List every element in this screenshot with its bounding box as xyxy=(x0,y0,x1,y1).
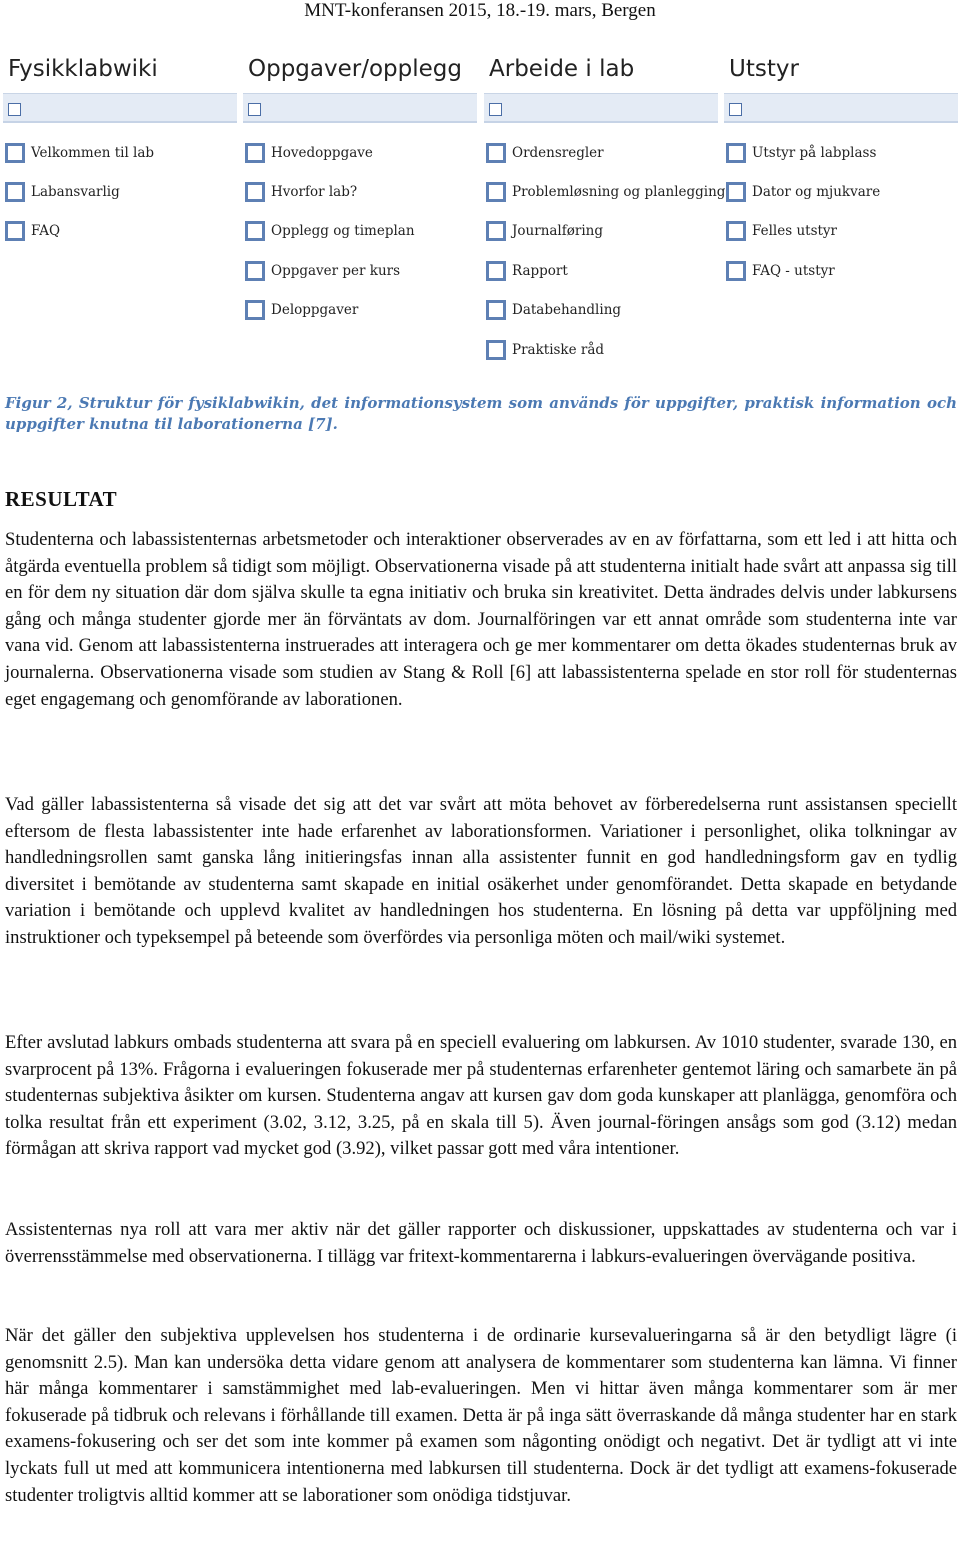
column-title: Fysikklabwiki xyxy=(8,56,158,82)
checkbox-icon xyxy=(486,300,506,320)
checkbox-icon xyxy=(486,143,506,163)
body-paragraph: Assistenternas nya roll att vara mer aktiv när det gäller rapporter och diskussioner, uppskattades av studenterna och var i överrensstämmelse med observationerna. I tillägg var fritext-kommentarerna i labkurs-evalueringen övervägande positiva. xyxy=(5,1219,957,1267)
checkbox-icon xyxy=(5,182,25,202)
section-heading: RESULTAT xyxy=(5,487,118,511)
column-title: Oppgaver/opplegg xyxy=(248,56,462,82)
checkbox-icon xyxy=(5,221,25,241)
conference-header: MNT-konferansen 2015, 18.-19. mars, Bergen xyxy=(304,0,656,21)
checkbox-icon xyxy=(486,221,506,241)
column-title: Arbeide i lab xyxy=(489,56,635,82)
checkbox-icon xyxy=(8,103,21,116)
body-paragraph: När det gäller den subjektiva upplevelsen hos studenterna i de ordinarie kursevalueringarna så är den betydligt lägre (i genomsnitt 2.5). Man kan undersöka detta vidare genom att analysera de kommentarer som studenterna kan lämna. Vi finner här många kommentarer i samstämmighet med lab-evalueringen. Men vi hittar även många kommentarer som är mer fokuserade på tidbruk och relevans i förhållande till examen. Detta är på inga sätt överraskande då många studenter har en stark examens-fokusering och ser det som inte kommer på examen som någonting onödigt och negativt. Det är tydligt att vi inte lyckats full ut med att kommunicera intentionerna med labkursen till studenterna. Dock är det tydligt att examens-fokuserade studenter troligtvis alltid kommer att se laborationer som onödiga tidstjuvar. xyxy=(5,1325,957,1506)
checkbox-icon xyxy=(5,143,25,163)
checkbox-icon xyxy=(489,103,502,116)
checkbox-icon xyxy=(729,103,742,116)
checkbox-icon xyxy=(726,221,746,241)
checkbox-icon xyxy=(245,261,265,281)
checkbox-icon xyxy=(245,143,265,163)
checkbox-icon xyxy=(248,103,261,116)
checkbox-icon xyxy=(486,182,506,202)
checkbox-icon xyxy=(245,300,265,320)
checkbox-icon xyxy=(726,143,746,163)
checkbox-icon xyxy=(486,340,506,360)
column-header-bar xyxy=(243,93,477,123)
checkbox-icon xyxy=(726,182,746,202)
body-paragraph: Studenterna och labassistenternas arbetsmetoder och interaktioner observerades av en av författarna, som ett led i att hitta och åtgärda eventuella problem så tidigt som möjligt. Observationerna visade på att studenterna initialt hade svårt att anpassa sig till en för dem ny situation där dom själva skulle ta egna initiativ och bruka sin kreativitet. Detta ändrades delvis under labkursens gång och många studenter gjorde mer än förväntats av dom. Journalföringen var ett annat område som studenterna inte var vana vid. Genom att labassistenterna instruerades att interagera och ge mer kommentarer om detta ökades studenternas bruk av journalerna. Observationerna visade som studien av Stang & Roll [6] att labassistenterna spelade en stor roll för studenternas eget engagemang och genomförande av laborationen. xyxy=(5,529,957,710)
checkbox-icon xyxy=(486,261,506,281)
figure-caption: Figur 2, Struktur för fysiklabwikin, det informationsystem som används för uppgifter, praktisk information och uppgifter knutna til laborationerna [7]. xyxy=(5,394,957,433)
column-header-bar xyxy=(3,93,237,123)
checkbox-icon xyxy=(245,221,265,241)
checkbox-icon xyxy=(245,182,265,202)
checkbox-icon xyxy=(726,261,746,281)
column-header-bar xyxy=(724,93,958,123)
body-paragraph: Efter avslutad labkurs ombads studenterna att svara på en speciell evaluering om labkursen. Av 1010 studenter, svarade 130, en svarprocent på 13%. Frågorna i evalueringen fokuserade mer på studenternas erfarenheter gentemot läring och samarbete än på studenternas subjektiva åsikter om kursen. Studenterna angav att kursen gav dom goda kunskaper att planlägga, genomföra och tolka resultat från ett experiment (3.02, 3.12, 3.25, på en skala till 5). Även journal-föringen ansågs som god (3.12) medan förmågan att skriva rapport vad mycket god (3.92), vilket passar gott med våra intentioner. xyxy=(5,1032,957,1160)
body-paragraph: Vad gäller labassistenterna så visade det sig att det var svårt att möta behovet av förberedelserna runt assistansen speciellt eftersom de flesta labassistenter inte hade erfarenhet av laborationsformen. Variationer i personlighet, olika tolkningar av handledningsrollen samt ganska lång initieringsfas innan alla assistenter funnit en god handledningsform gav en tydlig diversitet i bemötande av studenterna samt skapade en initial osäkerhet under genomförandet. Detta skapade en betydande variation i bemötande och upplevd kvalitet av handledningen hos studenterna. En lösning på detta var uppföljning med instruktioner och typeksempel på beteende som överfördes via personliga möten och mail/wiki systemet. xyxy=(5,794,957,948)
column-title: Utstyr xyxy=(729,56,799,82)
column-header-bar xyxy=(484,93,718,123)
